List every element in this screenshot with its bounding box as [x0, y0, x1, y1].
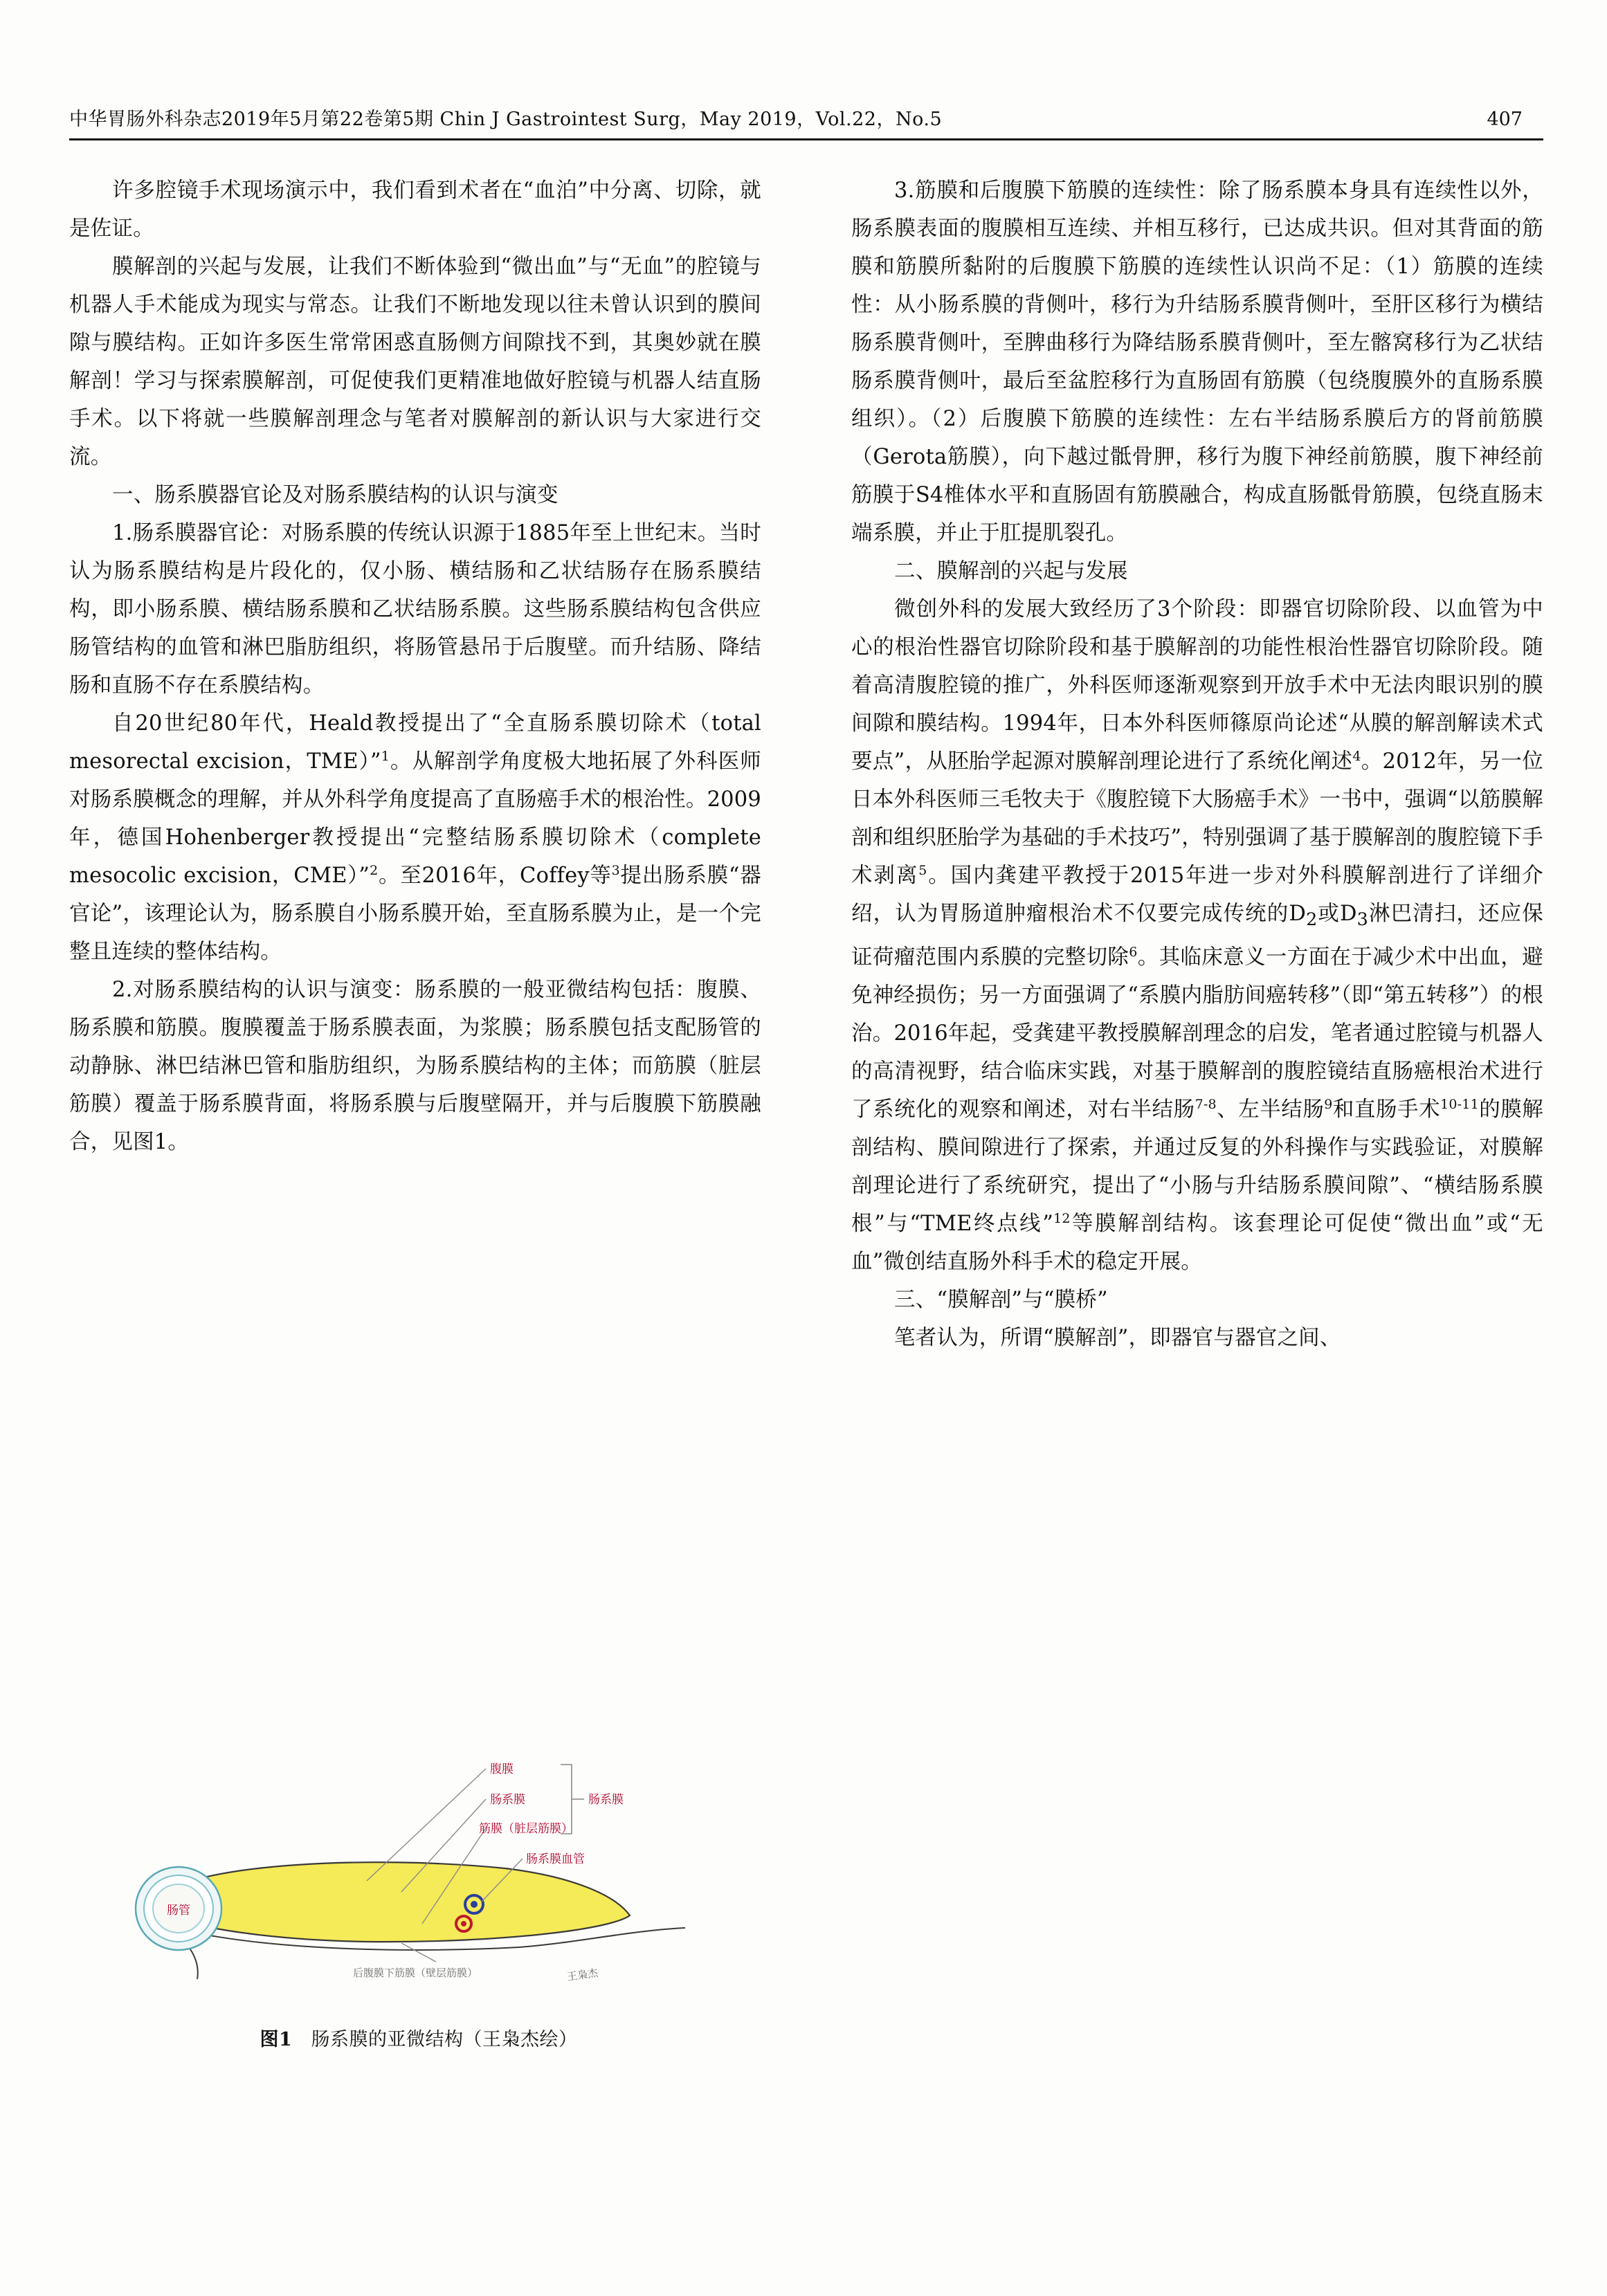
reference-marker: 12	[1053, 1210, 1071, 1226]
section-heading-two: 二、膜解剖的兴起与发展	[894, 559, 1128, 583]
page-number: 407	[1487, 109, 1523, 130]
figure-caption	[76, 2024, 761, 2051]
right-column	[851, 172, 1543, 1357]
text-run: 。从解剖学角度极大地拓展了外科医师对肠系膜概念的理解，并从外科学角度提高了直肠癌手术的根治性。2009年，德国Hohenberger教授提出“完整结肠系膜切除术（complete mesocolic excision，CME）”	[69, 749, 761, 888]
header-divider	[69, 138, 1543, 140]
reference-marker: 9	[1324, 1096, 1333, 1112]
page-header	[69, 104, 1543, 131]
paragraph: 许多腔镜手术现场演示中，我们看到术者在“血泊”中分离、切除，就是佐证。	[69, 179, 761, 241]
leader-line-bottom	[401, 1943, 436, 1962]
figure-illustration	[76, 1723, 761, 2014]
journal-citation-line: 中华胃肠外科杂志2019年5月第22卷第5期 Chin J Gastrointest Surg，May 2019，Vol.22，No.5	[69, 109, 943, 130]
vein-lumen	[471, 1901, 478, 1908]
section-heading-one: 一、肠系膜器官论及对肠系膜结构的认识与演变	[112, 483, 559, 507]
artist-signature: 王枭杰	[566, 1966, 599, 1983]
subscript-d3: 3	[1356, 909, 1369, 930]
text-run: 的膜解剖结构、膜间隙进行了探索，并通过反复的外科操作与实践验证，对膜解剖理论进行了系统研究，提出了“小肠与升结肠系膜间隙”、“横结肠系膜根”与“TME终点线”	[851, 1097, 1543, 1237]
reference-marker: 3	[611, 862, 620, 878]
text-run: 自20世纪80年代，Heald教授提出了“全直肠系膜切除术（total mesorectal excision，TME）”	[69, 711, 761, 774]
left-column	[69, 172, 761, 1161]
label-mesenteric-vessel: 肠系膜血管	[526, 1852, 585, 1866]
paragraph-with-references	[851, 590, 1543, 1281]
text-run: 淋巴清扫，还应保证荷瘤范围内系膜的完整切除	[851, 902, 1543, 970]
label-fascia: 筋膜（脏层筋膜）	[479, 1822, 573, 1836]
bowel-label: 肠管	[167, 1904, 190, 1917]
reference-marker: 10-11	[1440, 1096, 1479, 1112]
reference-marker: 1	[381, 748, 390, 764]
label-mesentery: 肠系膜	[490, 1793, 525, 1807]
figure-1	[76, 1723, 761, 2069]
text-run: 。至2016年，Coffey等	[378, 864, 612, 888]
text-run: 提出肠系膜“器官论”，该理论认为，肠系膜自小肠系膜开始，至直肠系膜为止，是一个完整且连续的整体结构。	[69, 864, 761, 964]
text-run: 。国内龚建平教授于2015年进一步对外科膜解剖进行了详细介绍，认为胃肠道肿瘤根治术不仅要完成传统的D	[851, 864, 1543, 926]
paragraph: 笔者认为，所谓“膜解剖”，即器官与器官之间、	[894, 1326, 1341, 1351]
artery-lumen	[461, 1921, 466, 1926]
paragraph: 2.对肠系膜结构的认识与演变：肠系膜的一般亚微结构包括：腹膜、肠系膜和筋膜。腹膜覆盖于肠系膜表面，为浆膜；肠系膜包括支配肠管的动静脉、淋巴结淋巴管和脂肪组织，为肠系膜结构的主体；而筋膜（脏层筋膜）覆盖于肠系膜背面，将肠系膜与后腹壁隔开，并与后腹膜下筋膜融合，见图1。	[69, 978, 761, 1154]
paragraph: 3.筋膜和后腹膜下筋膜的连续性：除了肠系膜本身具有连续性以外，肠系膜表面的腹膜相互连续、并相互移行，已达成共识。但对其背面的筋膜和筋膜所黏附的后腹膜下筋膜的连续性认识尚不足：（1）筋膜的连续性：从小肠系膜的背侧叶，移行为升结肠系膜背侧叶，至肝区移行为横结肠系膜背侧叶，至脾曲移行为降结肠系膜背侧叶，至左髂窝移行为乙状结肠系膜背侧叶，最后至盆腔移行为直肠固有筋膜（包绕腹膜外的直肠系膜组织）。（2）后腹膜下筋膜的连续性：左右半结肠系膜后方的肾前筋膜（Gerota筋膜），向下越过骶骨胛，移行为腹下神经前筋膜，腹下神经前筋膜于S4椎体水平和直肠固有筋膜融合，构成直肠骶骨筋膜，包绕直肠末端系膜，并止于肛提肌裂孔。	[851, 179, 1543, 545]
paragraph: 1.肠系膜器官论：对肠系膜的传统认识源于1885年至上世纪末。当时认为肠系膜结构是片段化的，仅小肠、横结肠和乙状结肠存在肠系膜结构，即小肠系膜、横结肠系膜和乙状结肠系膜。这些肠系膜结构包含供应肠管结构的血管和淋巴脂肪组织，将肠管悬吊于后腹壁。而升结肠、降结肠和直肠不存在系膜结构。	[69, 521, 761, 698]
text-run: 。其临床意义一方面在于减少术中出血，避免神经损伤；另一方面强调了“系膜内脂肪间癌转移”（即“第五转移”）的根治。2016年起，受龚建平教授膜解剖理念的启发，笔者通过腔镜与机器人的高清视野，结合临床实践，对基于膜解剖的腹腔镜结直肠癌根治术进行了系统化的观察和阐述，对右半结肠	[851, 945, 1543, 1122]
mesentery-shape	[166, 1862, 630, 1942]
reference-marker: 5	[918, 862, 927, 878]
figure-caption-label: 图1	[260, 2029, 293, 2050]
reference-marker: 6	[1129, 944, 1138, 960]
label-peritoneum: 腹膜	[490, 1762, 514, 1776]
text-run: 。2012年，另一位日本外科医师三毛牧夫于《腹腔镜下大肠癌手术》一书中，强调“以筋膜解剖和组织胚胎学为基础的手术技巧”，特别强调了基于膜解剖的腹腔镜下手术剥离	[851, 749, 1543, 888]
paragraph-with-references	[69, 704, 761, 971]
text-run: 、左半结肠	[1216, 1097, 1325, 1122]
text-run: 等膜解剖结构。该套理论可促使“微出血”或“无血”微创结直肠外科手术的稳定开展。	[851, 1212, 1543, 1275]
text-run: 微创外科的发展大致经历了3个阶段：即器官切除阶段、以血管为中心的根治性器官切除阶段和基于膜解剖的功能性根治性器官切除阶段。随着高清腹腔镜的推广，外科医师逐渐观察到开放手术中无法肉眼识别的膜间隙和膜结构。1994年，日本外科医师篠原尚论述“从膜的解剖解读术式要点”，从胚胎学起源对膜解剖理论进行了系统化阐述	[851, 597, 1543, 774]
text-run: 或D	[1317, 902, 1357, 926]
section-heading-three: 三、“膜解剖”与“膜桥”	[894, 1288, 1108, 1313]
subscript-d2: 2	[1306, 909, 1318, 930]
paragraph: 膜解剖的兴起与发展，让我们不断体验到“微出血”与“无血”的腔镜与机器人手术能成为现实与常态。让我们不断地发现以往未曾认识到的膜间隙与膜结构。正如许多医生常常困惑直肠侧方间隙找不到，其奥妙就在膜解剖！学习与探索膜解剖，可促使我们更精准地做好腔镜与机器人结直肠手术。以下将就一些膜解剖理念与笔者对膜解剖的新认识与大家进行交流。	[69, 255, 761, 469]
label-bracket-mesentery: 肠系膜	[588, 1793, 624, 1807]
text-run: 和直肠手术	[1332, 1097, 1441, 1122]
reference-marker: 4	[1352, 748, 1361, 764]
label-retroperitoneal-fascia: 后腹膜下筋膜（壁层筋膜）	[353, 1967, 478, 1979]
figure-caption-text: 肠系膜的亚微结构（王枭杰绘）	[311, 2029, 578, 2050]
reference-marker: 2	[370, 862, 379, 878]
reference-marker: 7-8	[1195, 1096, 1217, 1112]
